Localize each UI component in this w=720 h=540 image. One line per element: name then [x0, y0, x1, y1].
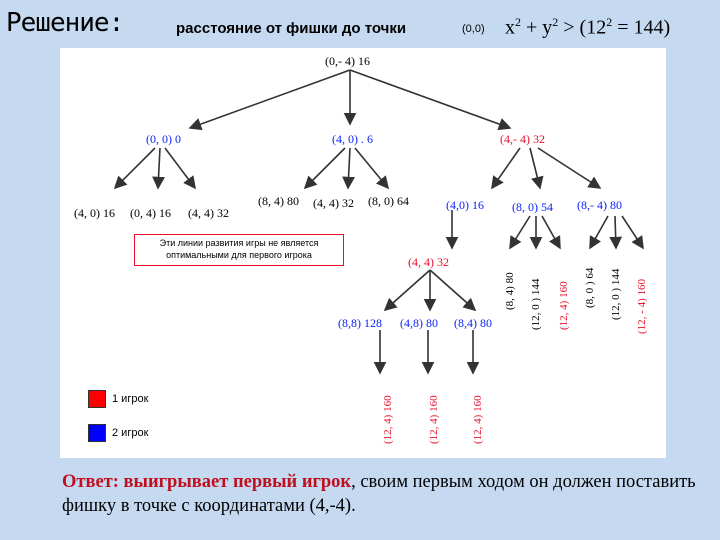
tree-node-l5: (12, 4) 160: [382, 395, 394, 444]
formula: $x^2 + y^2 > (12^2 = 144)$: [505, 15, 671, 39]
legend-player1-swatch: [88, 390, 106, 408]
legend-player2-swatch: [88, 424, 106, 442]
tree-node-l5: (12, 4) 160: [428, 395, 440, 444]
tree-node-l1: (0, 0) 0: [146, 132, 181, 146]
legend-player1-label: 1 игрок: [112, 393, 149, 405]
tree-node-l2: (0, 4) 16: [130, 206, 171, 220]
tree-node-l2: (8, 4) 80: [258, 194, 299, 208]
tree-node-l2: (4, 4) 32: [313, 196, 354, 210]
tree-node-l5: (12, 4) 160: [472, 395, 484, 444]
tree-node-l2: (8,- 4) 80: [577, 198, 622, 212]
tree-node-l2: (4,0) 16: [446, 198, 484, 212]
tree-node-l3-vertical: (12, 0 ) 144: [610, 268, 622, 320]
tree-node-l4: (8,8) 128: [338, 316, 382, 330]
game-tree-panel: [60, 48, 666, 458]
slide-title: Решение:: [6, 8, 124, 38]
origin-label: (0,0): [462, 23, 485, 35]
tree-node-l3: (4, 4) 32: [408, 255, 449, 269]
tree-node-l3-vertical: (12, 0 ) 144: [530, 278, 542, 330]
answer-text: Ответ: выигрывает первый игрок, своим первым ходом он должен поставить фишку в точке с координатами (4,-4).: [62, 472, 696, 516]
tree-node-l3-vertical: (8, 4) 80: [504, 272, 516, 310]
non-optimal-note: Эти линии развития игры не является оптимальными для первого игрока: [134, 234, 344, 266]
tree-node-l2: (4, 0) 16: [74, 206, 115, 220]
tree-node-l3-vertical: (12, - 4) 160: [636, 279, 648, 334]
tree-node-l2: (8, 0) 54: [512, 200, 553, 214]
slide-subtitle: расстояние от фишки до точки: [176, 20, 407, 37]
tree-node-l1: (4,- 4) 32: [500, 132, 545, 146]
tree-node-root: (0,- 4) 16: [325, 54, 370, 68]
tree-node-l1: (4, 0) . 6: [332, 132, 373, 146]
tree-node-l2: (4, 4) 32: [188, 206, 229, 220]
legend-player2-label: 2 игрок: [112, 427, 149, 439]
tree-node-l3-vertical: (12, 4) 160: [558, 281, 570, 330]
tree-node-l3-vertical: (8, 0 ) 64: [584, 267, 596, 308]
tree-node-l4: (4,8) 80: [400, 316, 438, 330]
tree-node-l2: (8, 0) 64: [368, 194, 409, 208]
tree-node-l4: (8,4) 80: [454, 316, 492, 330]
